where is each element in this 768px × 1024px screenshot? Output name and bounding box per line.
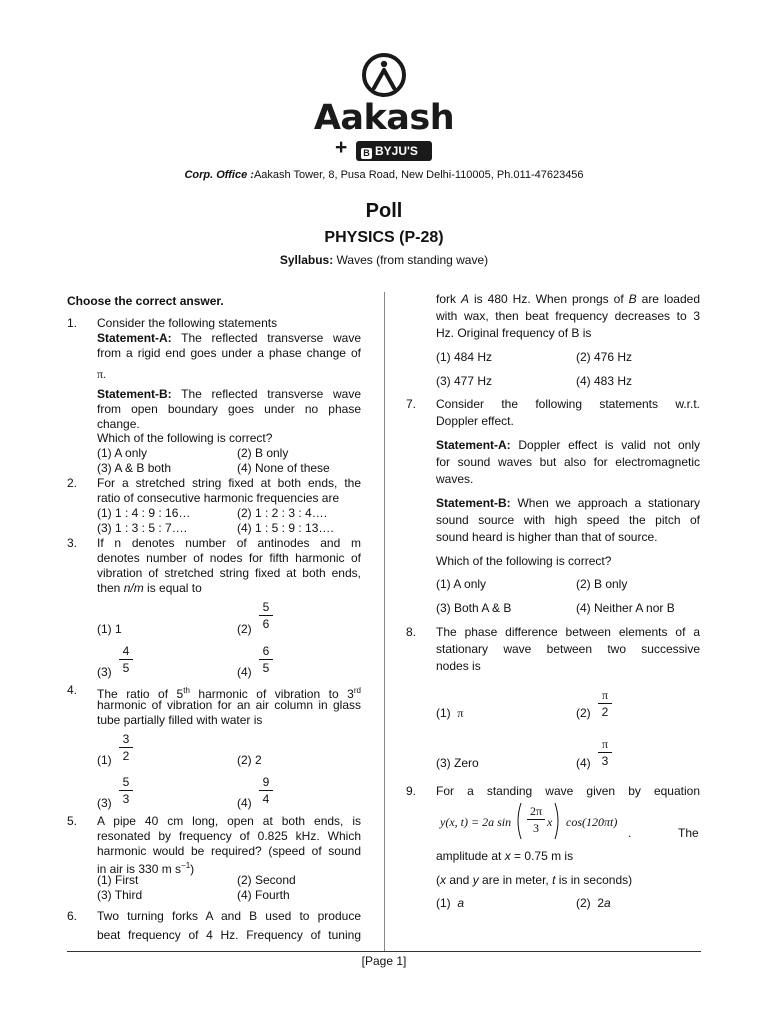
q7-statement-b-line3: sound heard is higher than that of source. (436, 530, 658, 544)
q9-line1: For a standing wave given by equation (436, 784, 700, 798)
q8-option-4[interactable]: (4) (576, 756, 591, 770)
q4-option-3[interactable]: (3) (97, 796, 112, 810)
q1-option-2[interactable]: (2) B only (237, 446, 289, 460)
q8-line3: nodes is (436, 659, 481, 673)
q7-statement-a-line2: for sound waves but also for electromagnetic (436, 455, 700, 469)
q3-option-4-fraction: 6 5 (259, 644, 273, 675)
q6-cont-line3: Hz. Original frequency of B is (436, 326, 592, 340)
q2-line2: ratio of consecutive harmonic frequencies are (97, 491, 340, 505)
q4-number: 4. (67, 683, 78, 697)
syllabus-label: Syllabus: (279, 253, 334, 267)
page-number: [Page 1] (361, 954, 407, 968)
q4-option-1[interactable]: (1) (97, 753, 112, 767)
q8-option-2[interactable]: (2) (576, 706, 591, 720)
byjus-badge (356, 141, 432, 161)
q6-line2: beat frequency of 4 Hz. Frequency of tuning (97, 928, 361, 942)
q6-number: 6. (67, 909, 78, 923)
q9-option-2[interactable]: (2) 2a (576, 896, 611, 910)
logo-wordmark: Aakash (313, 98, 455, 138)
byjus-b-icon: B (361, 148, 372, 159)
q6-cont-line2: with wax, then beat frequency decreases to 3 (436, 309, 700, 323)
column-divider (384, 292, 385, 952)
q1-number: 1. (67, 316, 78, 330)
q7-statement-b-line1: Statement-B: When we approach a stationary (436, 496, 700, 510)
q7-option-1[interactable]: (1) A only (436, 577, 487, 591)
q3-option-3[interactable]: (3) (97, 665, 112, 679)
corp-label: Corp. Office : (184, 169, 254, 181)
q5-option-2[interactable]: (2) Second (237, 873, 296, 887)
q1-statement-a-line3: π. (97, 367, 107, 381)
q7-option-4[interactable]: (4) Neither A nor B (576, 601, 675, 615)
q9-eq-left: y(x, t) = 2a sin (440, 815, 512, 829)
q6-option-3[interactable]: (3) 477 Hz (436, 374, 493, 388)
q7-line1: Consider the following statements w.r.t. (436, 397, 700, 411)
q7-statement-a-line1: Statement-A: Doppler effect is valid not only (436, 438, 700, 452)
logo-plus: + (335, 136, 348, 159)
q2-option-2[interactable]: (2) 1 : 2 : 3 : 4…. (237, 506, 328, 520)
q7-question: Which of the following is correct? (436, 554, 612, 568)
q7-statement-b-line2: sound source with high speed the pitch of (436, 513, 700, 527)
q7-line2: Doppler effect. (436, 414, 514, 428)
q4-line2: harmonic of vibration for an air column in glass (97, 698, 361, 712)
q9-eq-x: x (547, 815, 553, 829)
q7-statement-a-line3: waves. (436, 472, 474, 486)
q5-option-1[interactable]: (1) First (97, 873, 139, 887)
q1-statement-a-line2: from a rigid end goes under a phase change of (97, 346, 361, 360)
q5-option-4[interactable]: (4) Fourth (237, 888, 290, 902)
q1-option-1[interactable]: (1) A only (97, 446, 148, 460)
footer-rule (67, 951, 701, 952)
q6-option-1[interactable]: (1) 484 Hz (436, 350, 493, 364)
q3-option-2[interactable]: (2) (237, 622, 252, 636)
q4-option-2[interactable]: (2) 2 (237, 753, 262, 767)
q1-stem: Consider the following statements (97, 316, 278, 330)
q8-line2: stationary wave between two successive (436, 642, 700, 656)
q4-line1: The ratio of 5th harmonic of vibration to 3rd (97, 686, 361, 701)
q5-line1: A pipe 40 cm long, open at both ends, is (97, 814, 361, 828)
q2-option-1[interactable]: (1) 1 : 4 : 9 : 16… (97, 506, 191, 520)
q6-option-2[interactable]: (2) 476 Hz (576, 350, 633, 364)
q6-line1: Two turning forks A and B used to produce (97, 909, 361, 923)
q8-option-1[interactable]: (1) π (436, 706, 464, 720)
q8-option-4-fraction: π 3 (598, 737, 612, 768)
q3-option-1[interactable]: (1) 1 (97, 622, 122, 636)
q7-option-2[interactable]: (2) B only (576, 577, 628, 591)
q5-number: 5. (67, 814, 78, 828)
q7-option-3[interactable]: (3) Both A & B (436, 601, 512, 615)
q7-number: 7. (406, 397, 417, 411)
q3-option-2-fraction: 5 6 (259, 600, 273, 631)
q3-line2: denotes number of nodes for fifth harmonic of (97, 551, 361, 565)
q5-line4: in air is 330 m $s^{-1}$) (97, 861, 195, 876)
subject-title: PHYSICS (P-28) (324, 229, 444, 246)
syllabus-line (0, 253, 768, 267)
q2-option-4[interactable]: (4) 1 : 5 : 9 : 13…. (237, 521, 334, 535)
q2-option-3[interactable]: (3) 1 : 3 : 5 : 7…. (97, 521, 188, 535)
q1-statement-b-line2: from open boundary goes under no phase (97, 402, 361, 416)
q1-statement-b-line3: change. (97, 417, 140, 431)
q3-line1: If n denotes number of antinodes and m (97, 536, 361, 550)
syllabus-value: Waves (from standing wave) (333, 253, 489, 267)
aakash-byjus-logo (310, 52, 458, 164)
q9-eq-dot: . (628, 826, 632, 840)
q4-option-1-fraction: 3 2 (119, 732, 133, 763)
q6-option-4[interactable]: (4) 483 Hz (576, 374, 633, 388)
instruction: Choose the correct answer. (67, 294, 224, 308)
corp-address: Aakash Tower, 8, Pusa Road, New Delhi-110005, Ph.011-47623456 (253, 169, 584, 181)
q4-option-3-fraction: 5 3 (119, 775, 133, 806)
q9-option-1[interactable]: (1) a (436, 896, 465, 910)
q3-number: 3. (67, 536, 78, 550)
q3-line4: then n/m is equal to (97, 581, 202, 595)
q4-option-4-fraction: 9 4 (259, 775, 273, 806)
q9-eq-the: The (678, 826, 699, 840)
q1-option-4[interactable]: (4) None of these (237, 461, 330, 475)
q4-line3: tube partially filled with water is (97, 713, 263, 727)
corp-office-line (0, 169, 768, 181)
page-title: Poll (365, 200, 403, 222)
q9-line4: (x and y are in meter, t is in seconds) (436, 873, 633, 887)
q5-line2: resonated by frequency of 0.825 kHz. Which (97, 829, 361, 843)
q3-option-4[interactable]: (4) (237, 665, 252, 679)
q8-option-2-fraction: π 2 (598, 688, 612, 719)
byjus-badge-text: BYJU'S (375, 144, 418, 158)
q1-option-3[interactable]: (3) A & B both (97, 461, 172, 475)
q2-number: 2. (67, 476, 78, 490)
q8-line1: The phase difference between elements of a (436, 625, 700, 639)
q9-line3: amplitude at x = 0.75 m is (436, 849, 574, 863)
aakash-emblem-icon (310, 52, 458, 98)
q5-line3: harmonic would be required? (speed of sound (97, 844, 361, 858)
q9-number: 9. (406, 784, 417, 798)
q6-cont-line1: fork A is 480 Hz. When prongs of B are loaded (436, 292, 701, 306)
q9-eq-fraction: 2π 3 (527, 804, 545, 835)
q9-eq-right: cos(120πt) (566, 815, 618, 829)
q5-option-3[interactable]: (3) Third (97, 888, 143, 902)
q1-statement-a-line1: Statement-A: The reflected transverse wave (97, 331, 361, 345)
q3-option-3-fraction: 4 5 (119, 644, 133, 675)
q2-line1: For a stretched string fixed at both ends, the (97, 476, 361, 490)
q1-question: Which of the following is correct? (97, 431, 273, 445)
q4-option-4[interactable]: (4) (237, 796, 252, 810)
q1-statement-b-line1: Statement-B: The reflected transverse wave (97, 387, 361, 401)
q3-line3: vibration of stretched string fixed at both ends, (97, 566, 361, 580)
q8-number: 8. (406, 625, 417, 639)
q8-option-3[interactable]: (3) Zero (436, 756, 479, 770)
